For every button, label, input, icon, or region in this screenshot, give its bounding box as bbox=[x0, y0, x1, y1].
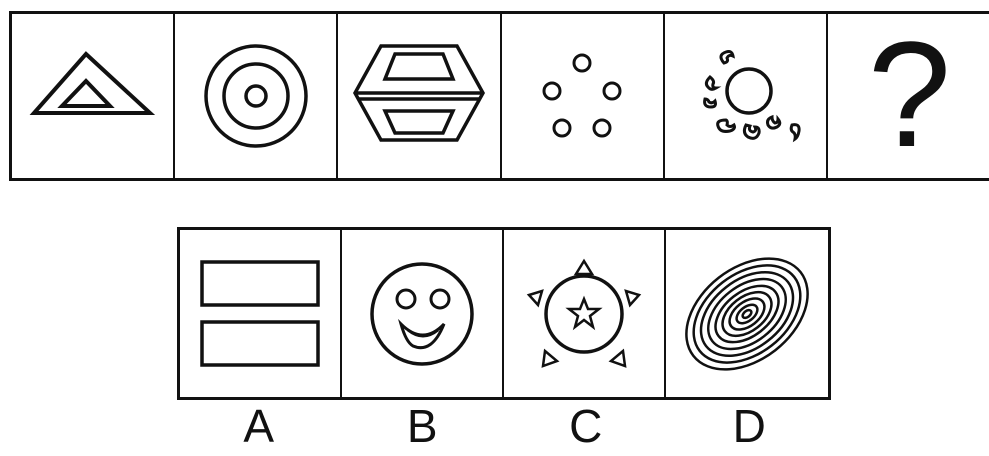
option-a-cell[interactable] bbox=[180, 230, 342, 397]
five-small-circles-figure bbox=[522, 41, 642, 151]
option-label-a[interactable]: A bbox=[243, 400, 275, 452]
question-mark: ? bbox=[867, 10, 952, 178]
option-label-c[interactable]: C bbox=[569, 400, 603, 452]
option-label-d[interactable]: D bbox=[732, 400, 766, 452]
hexagon-trapezoids-figure bbox=[349, 41, 489, 151]
sequence-cell-2 bbox=[175, 14, 338, 178]
answer-options-row bbox=[177, 227, 831, 400]
option-b-cell[interactable] bbox=[342, 230, 504, 397]
option-label-b[interactable]: B bbox=[406, 400, 438, 452]
sequence-cell-3 bbox=[338, 14, 501, 178]
option-c-cell[interactable] bbox=[504, 230, 666, 397]
smiley-face-figure bbox=[362, 254, 482, 374]
circle-star-triangles-figure bbox=[519, 249, 649, 379]
circle-with-curls-figure bbox=[680, 41, 810, 151]
nested-triangle-figure bbox=[28, 36, 158, 156]
sequence-cell-5 bbox=[665, 14, 828, 178]
option-d-cell[interactable] bbox=[666, 230, 828, 397]
question-sequence-row bbox=[9, 11, 989, 181]
spiral-ellipses-figure bbox=[677, 254, 817, 374]
question-mark-cell bbox=[828, 10, 989, 178]
option-labels bbox=[177, 400, 831, 452]
concentric-circles-figure bbox=[191, 31, 321, 161]
sequence-cell-4 bbox=[502, 14, 665, 178]
two-rectangles-figure bbox=[195, 254, 325, 374]
sequence-cell-1 bbox=[12, 14, 175, 178]
